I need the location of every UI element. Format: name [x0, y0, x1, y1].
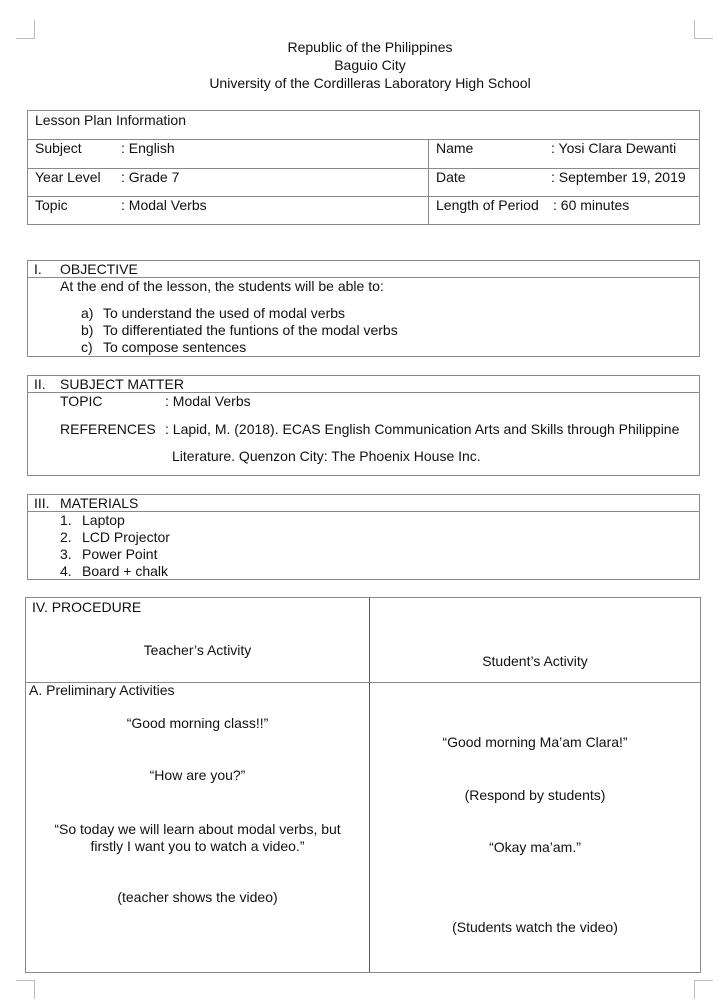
material-item: Board + chalk	[82, 563, 168, 579]
materials-section	[27, 494, 700, 580]
procedure-table	[25, 597, 701, 973]
objective-marker: b)	[81, 322, 94, 338]
objective-item: To compose sentences	[103, 339, 247, 355]
teacher-activity-header: Teacher’s Activity	[143, 642, 252, 658]
page-corner-mark	[16, 980, 35, 999]
teacher-line: “How are you?”	[149, 767, 246, 783]
topic-value: : Modal Verbs	[165, 393, 251, 409]
material-marker: 4.	[60, 563, 72, 579]
header-line-country: Republic of the Philippines	[287, 39, 453, 55]
length-of-period-value: : 60 minutes	[553, 197, 630, 213]
objective-heading	[28, 261, 699, 278]
length-of-period-label: Length of Period	[436, 197, 539, 213]
section-title: SUBJECT MATTER	[60, 376, 184, 392]
references-line-1: : Lapid, M. (2018). ECAS English Communication Arts and Skills through Philippine	[165, 421, 680, 437]
material-marker: 2.	[60, 529, 72, 545]
section-number: III.	[34, 495, 50, 511]
topic-value: : Modal Verbs	[121, 197, 207, 213]
objective-marker: c)	[81, 339, 93, 355]
topic-label: TOPIC	[60, 393, 103, 409]
student-activity-header: Student’s Activity	[482, 653, 588, 669]
header-line-city: Baguio City	[334, 57, 406, 73]
subject-matter-heading	[28, 376, 699, 393]
name-value: : Yosi Clara Dewanti	[551, 140, 677, 156]
procedure-heading: IV. PROCEDURE	[32, 599, 142, 615]
material-item: Power Point	[82, 546, 158, 562]
student-line: (Students watch the video)	[452, 919, 618, 935]
header-line-school: University of the Cordilleras Laboratory High School	[209, 75, 531, 91]
teacher-line: (teacher shows the video)	[117, 889, 278, 905]
lesson-info-title-row	[28, 111, 699, 140]
page-corner-mark	[694, 980, 713, 999]
subject-value: : English	[121, 140, 175, 156]
student-line: (Respond by students)	[464, 787, 606, 803]
document-header	[0, 38, 720, 92]
subject-matter-section	[27, 375, 700, 476]
section-number: I.	[34, 261, 42, 277]
year-level-value: : Grade 7	[121, 169, 180, 185]
lesson-info-row	[28, 139, 699, 169]
student-line: “Good morning Ma’am Clara!”	[442, 734, 628, 750]
date-label: Date	[436, 169, 466, 185]
teacher-line: “So today we will learn about modal verbs, but	[54, 821, 341, 837]
year-level-label: Year Level	[35, 169, 101, 185]
subject-label: Subject	[35, 140, 82, 156]
lesson-info-title: Lesson Plan Information	[35, 112, 186, 128]
page-corner-mark	[16, 20, 35, 39]
material-marker: 3.	[60, 546, 72, 562]
objective-intro: At the end of the lesson, the students will be able to:	[60, 278, 384, 294]
material-item: LCD Projector	[82, 529, 170, 545]
name-label: Name	[436, 140, 474, 156]
objective-section	[27, 260, 700, 357]
topic-label: Topic	[35, 197, 68, 213]
objective-marker: a)	[81, 305, 94, 321]
preliminary-activities-heading: A. Preliminary Activities	[29, 682, 175, 698]
lesson-info-row	[28, 196, 699, 224]
lesson-info-table	[27, 110, 700, 225]
student-line: “Okay ma’am.”	[489, 839, 581, 855]
references-label: REFERENCES	[60, 421, 156, 437]
material-marker: 1.	[60, 512, 72, 528]
date-value: : September 19, 2019	[551, 169, 686, 185]
objective-item: To differentiated the funtions of the modal verbs	[103, 322, 398, 338]
materials-heading	[28, 495, 699, 512]
section-number: II.	[34, 376, 46, 392]
page-corner-mark	[694, 20, 713, 39]
section-title: MATERIALS	[60, 495, 139, 511]
lesson-info-row	[28, 168, 699, 197]
objective-item: To understand the used of modal verbs	[103, 305, 346, 321]
teacher-line: firstly I want you to watch a video.”	[90, 838, 305, 854]
teacher-line: “Good morning class!!”	[126, 715, 269, 731]
material-item: Laptop	[82, 512, 125, 528]
section-title: OBJECTIVE	[60, 261, 138, 277]
references-line-2: Literature. Quenzon City: The Phoenix House Inc.	[172, 448, 481, 464]
